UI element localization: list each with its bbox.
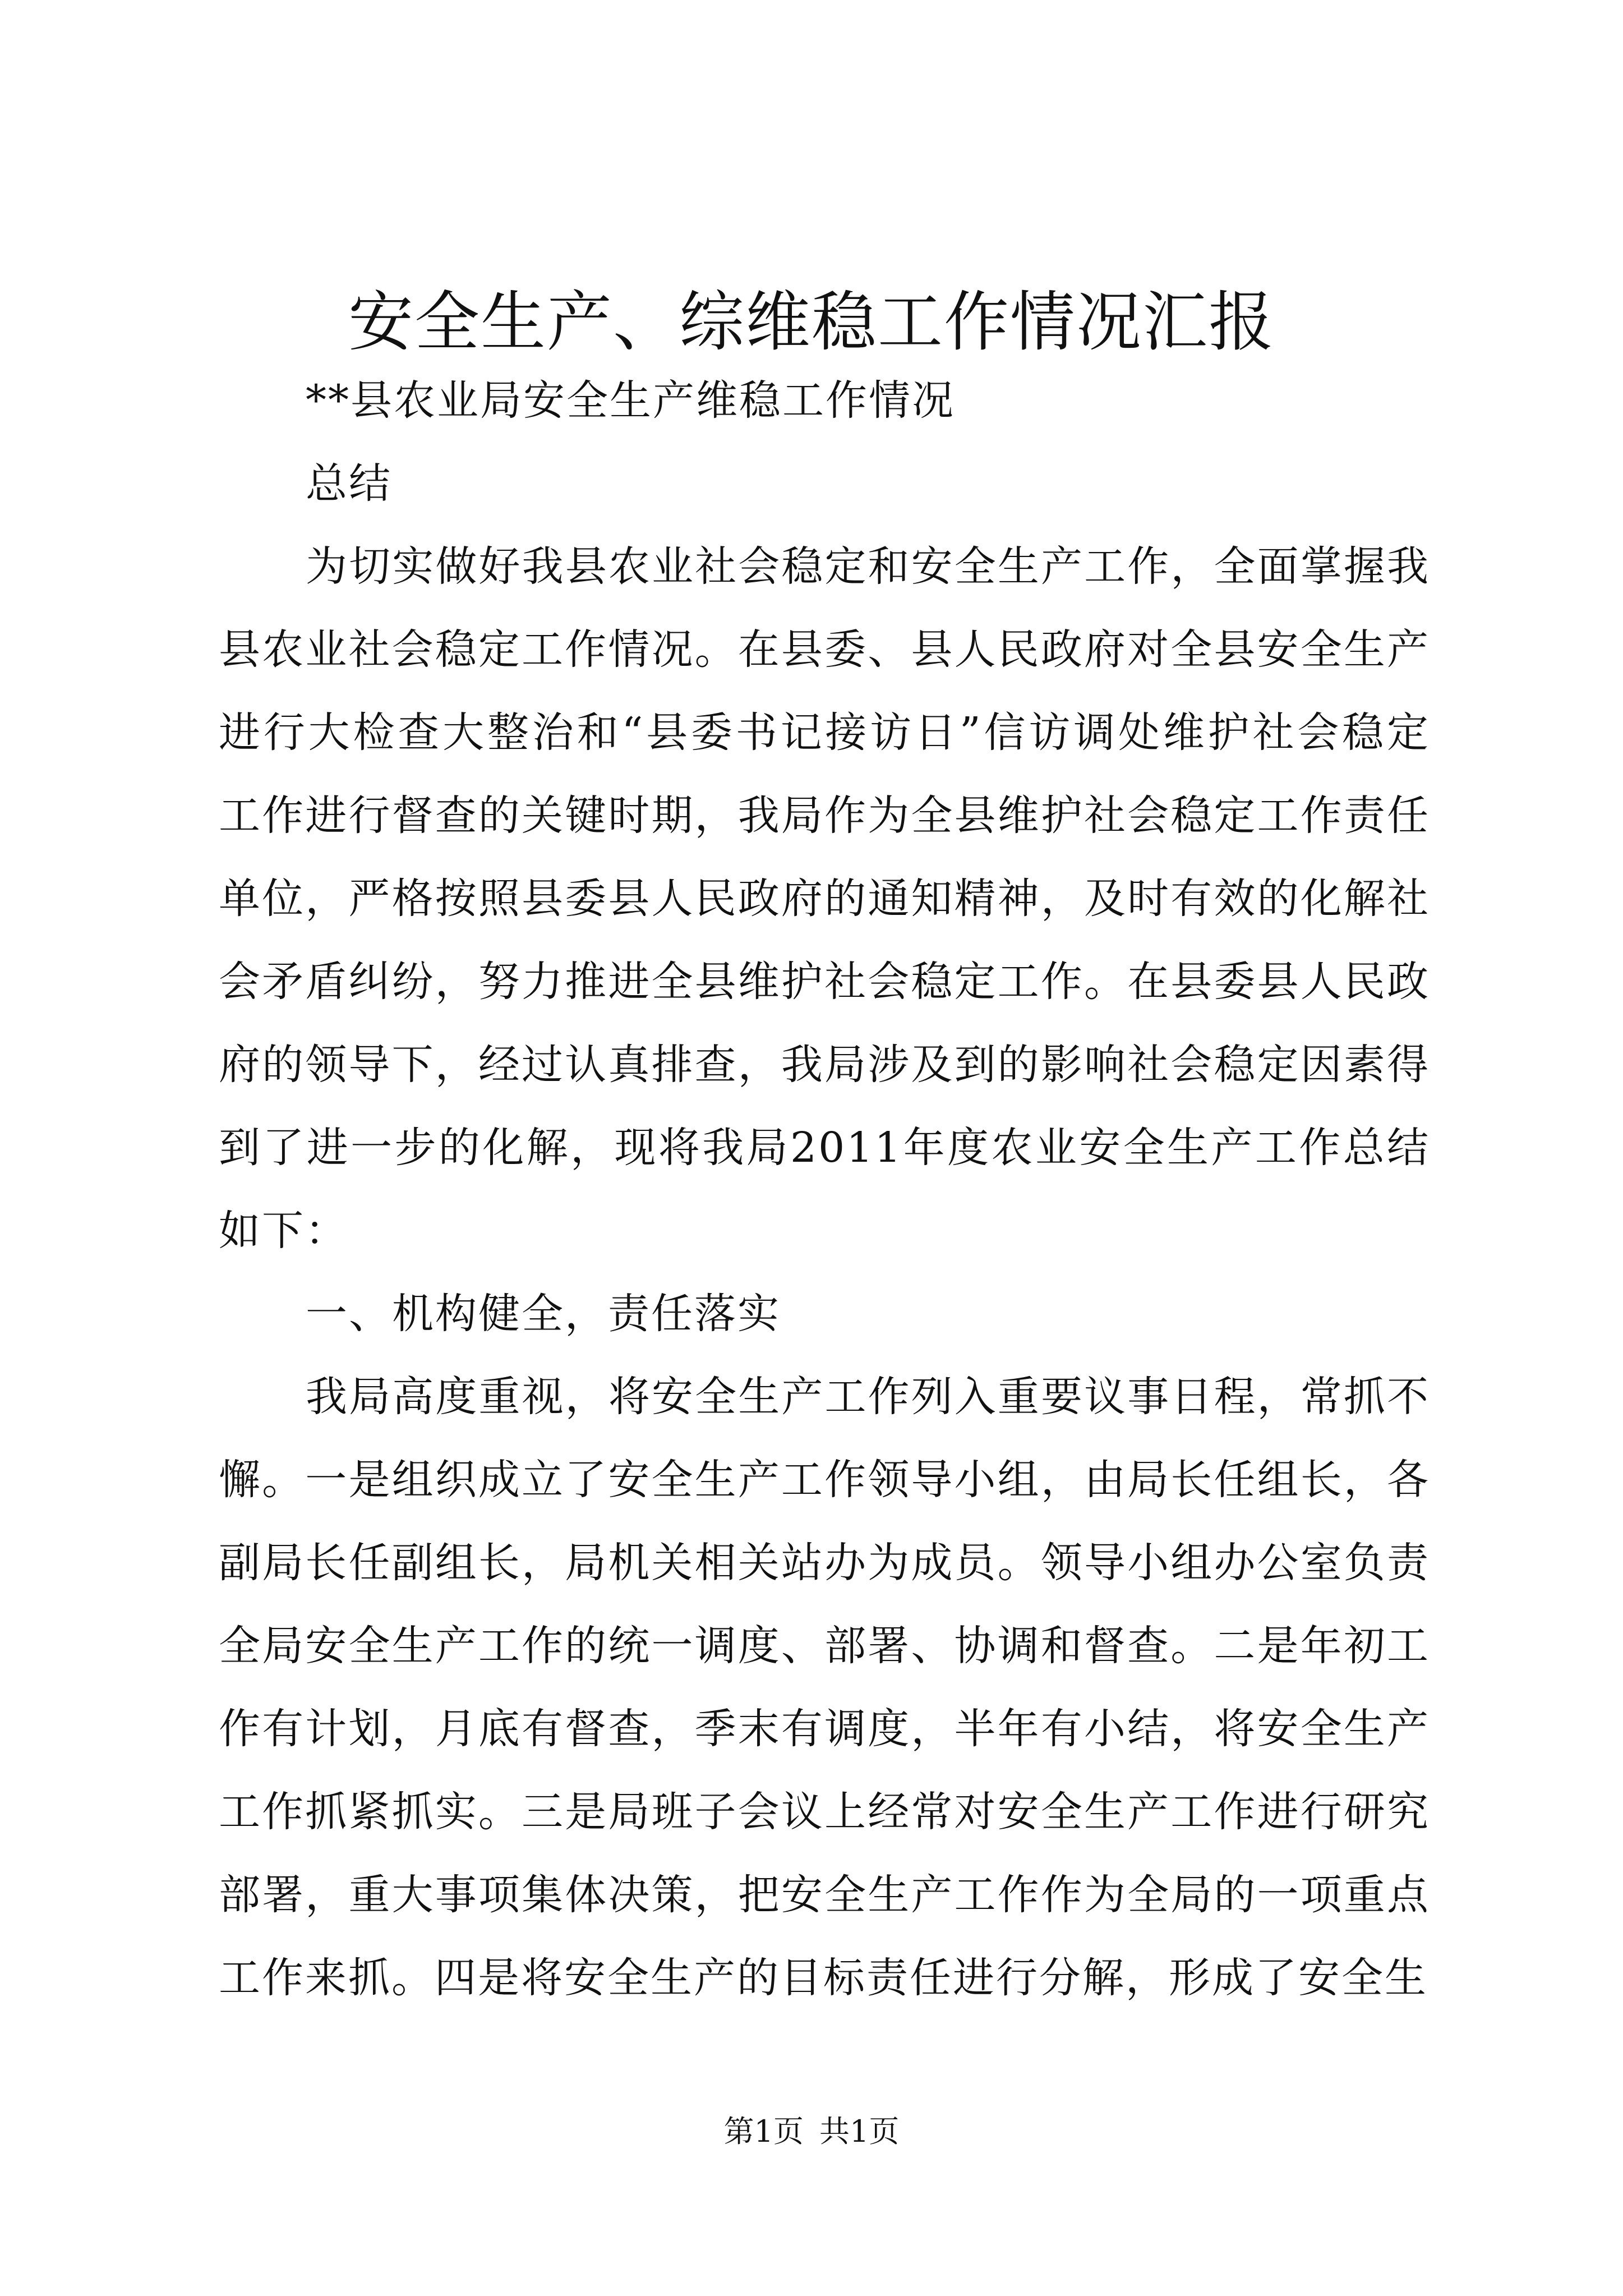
section-paragraph: 我局高度重视，将安全生产工作列入重要议事日程，常抓不懈。一是组织成立了安全生产工作领导小组，由局长任组长，各副局长任副组长，局机关相关站办为成员。领导小组办公室负责全局安全生产工作的统一调度、部署、协调和督查。二是年初工作有计划，月底有督查，季末有调度，半年有小结，将安全生产工作抓紧抓实。三是局班子会议上经常对安全生产工作进行研究部署，重大事项集体决策，把安全生产工作作为全局的一项重点工作来抓。四是将安全生产的目标责任进行分解，形成了安全生 [219, 1373, 1430, 2002]
document-title: 安全生产、综维稳工作情况汇报 [348, 284, 1275, 360]
page-total: 共1页 [819, 2114, 900, 2149]
subtitle-line-continued: 总结 [306, 459, 392, 508]
page-footer [0, 2109, 1623, 2154]
section-heading: 一、机构健全，责任落实 [306, 1290, 781, 1338]
subtitle-line: **县农业局安全生产维稳工作情况 [306, 376, 955, 425]
document-body [219, 359, 1430, 2019]
page-number: 第1页 [723, 2114, 804, 2149]
intro-paragraph: 为切实做好我县农业社会稳定和安全生产工作，全面掌握我县农业社会稳定工作情况。在县委、县人民政府对全县安全生产进行大检查大整治和“县委书记接访日”信访调处维护社会稳定工作进行督查的关键时期，我局作为全县维护社会稳定工作责任单位，严格按照县委县人民政府的通知精神，及时有效的化解社会矛盾纠纷，努力推进全县维护社会稳定工作。在县委县人民政府的领导下，经过认真排查，我局涉及到的影响社会稳定因素得到了进一步的化解，现将我局2011年度农业安全生产工作总结如下： [219, 542, 1430, 1255]
